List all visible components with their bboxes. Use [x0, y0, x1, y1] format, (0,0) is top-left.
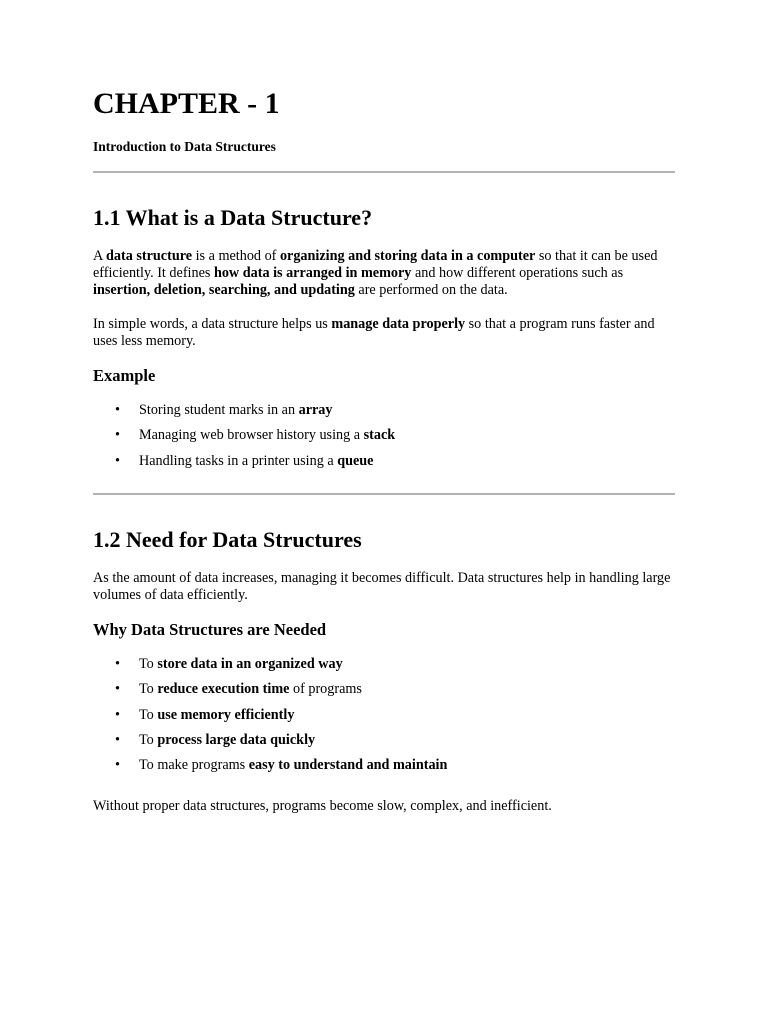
text-run: is a method of: [192, 248, 280, 264]
bullet-icon: •: [115, 427, 120, 444]
text-run: To: [139, 656, 158, 672]
why-heading: Why Data Structures are Needed: [93, 620, 327, 639]
list-item: [93, 427, 675, 452]
section-1-1-paragraph-2: [93, 316, 675, 350]
divider: [93, 171, 675, 173]
text-run: and how different operations such as: [411, 264, 624, 281]
text-run: Handling tasks in a printer using a: [139, 452, 338, 469]
text-run: Storing student marks in an: [139, 402, 299, 418]
bullet-icon: •: [115, 656, 120, 672]
list-item: [93, 757, 675, 782]
text-run: In simple words, a data structure helps us: [93, 316, 332, 332]
text-run: To: [139, 706, 158, 723]
text-run: A: [93, 248, 107, 264]
bold-run: store data in an organized way: [157, 656, 343, 672]
bullet-icon: •: [115, 731, 120, 748]
text-run: To: [139, 681, 158, 698]
section-1-2-paragraph-1: As the amount of data increases, managing it becomes difficult. Data structures help in handling large volumes of data efficiently.: [93, 570, 671, 603]
list-item: [93, 453, 675, 478]
list-item: [93, 707, 675, 732]
divider: [93, 493, 675, 495]
reasons-list: [93, 656, 675, 782]
section-1-1-paragraph-1: [93, 248, 675, 298]
list-item: [93, 732, 675, 757]
chapter-title: CHAPTER - 1: [93, 87, 280, 120]
text-run: Managing web browser history using a: [139, 427, 364, 444]
list-item: [93, 681, 675, 706]
text-run: To: [139, 731, 158, 748]
bold-run: organizing and storing data in a computer: [279, 248, 536, 264]
bullet-icon: •: [115, 706, 120, 723]
bullet-icon: •: [115, 681, 120, 698]
text-run: so that it can be used efficiently. It defines: [93, 248, 658, 281]
bold-run: how data is arranged in memory: [213, 264, 412, 281]
chapter-subtitle: Introduction to Data Structures: [93, 139, 276, 154]
text-run: of programs: [289, 681, 362, 698]
bold-run: insertion, deletion, searching, and updating: [93, 281, 355, 298]
bold-run: process large data quickly: [157, 731, 316, 748]
bold-run: manage data properly: [331, 316, 466, 332]
bold-run: easy to understand and maintain: [248, 757, 448, 774]
bold-run: use memory efficiently: [157, 706, 295, 723]
example-heading: Example: [93, 366, 156, 385]
list-item: [93, 402, 675, 427]
bold-run: queue: [337, 452, 374, 469]
bullet-icon: •: [115, 757, 120, 774]
list-item: [93, 656, 675, 681]
bold-run: stack: [363, 427, 396, 444]
bullet-icon: •: [115, 402, 120, 418]
bold-run: array: [298, 402, 333, 418]
example-list: [93, 402, 675, 478]
text-run: so that a program runs faster and uses less memory.: [93, 316, 655, 349]
section-heading-1-2: 1.2 Need for Data Structures: [93, 527, 362, 552]
section-heading-1-1: 1.1 What is a Data Structure?: [93, 205, 373, 230]
bold-run: reduce execution time: [157, 681, 290, 698]
bullet-icon: •: [115, 452, 120, 469]
bold-run: data structure: [106, 248, 193, 264]
text-run: To make programs: [139, 757, 249, 774]
text-run: are performed on the data.: [354, 281, 508, 298]
closing-paragraph: Without proper data structures, programs become slow, complex, and inefficient.: [93, 798, 552, 814]
